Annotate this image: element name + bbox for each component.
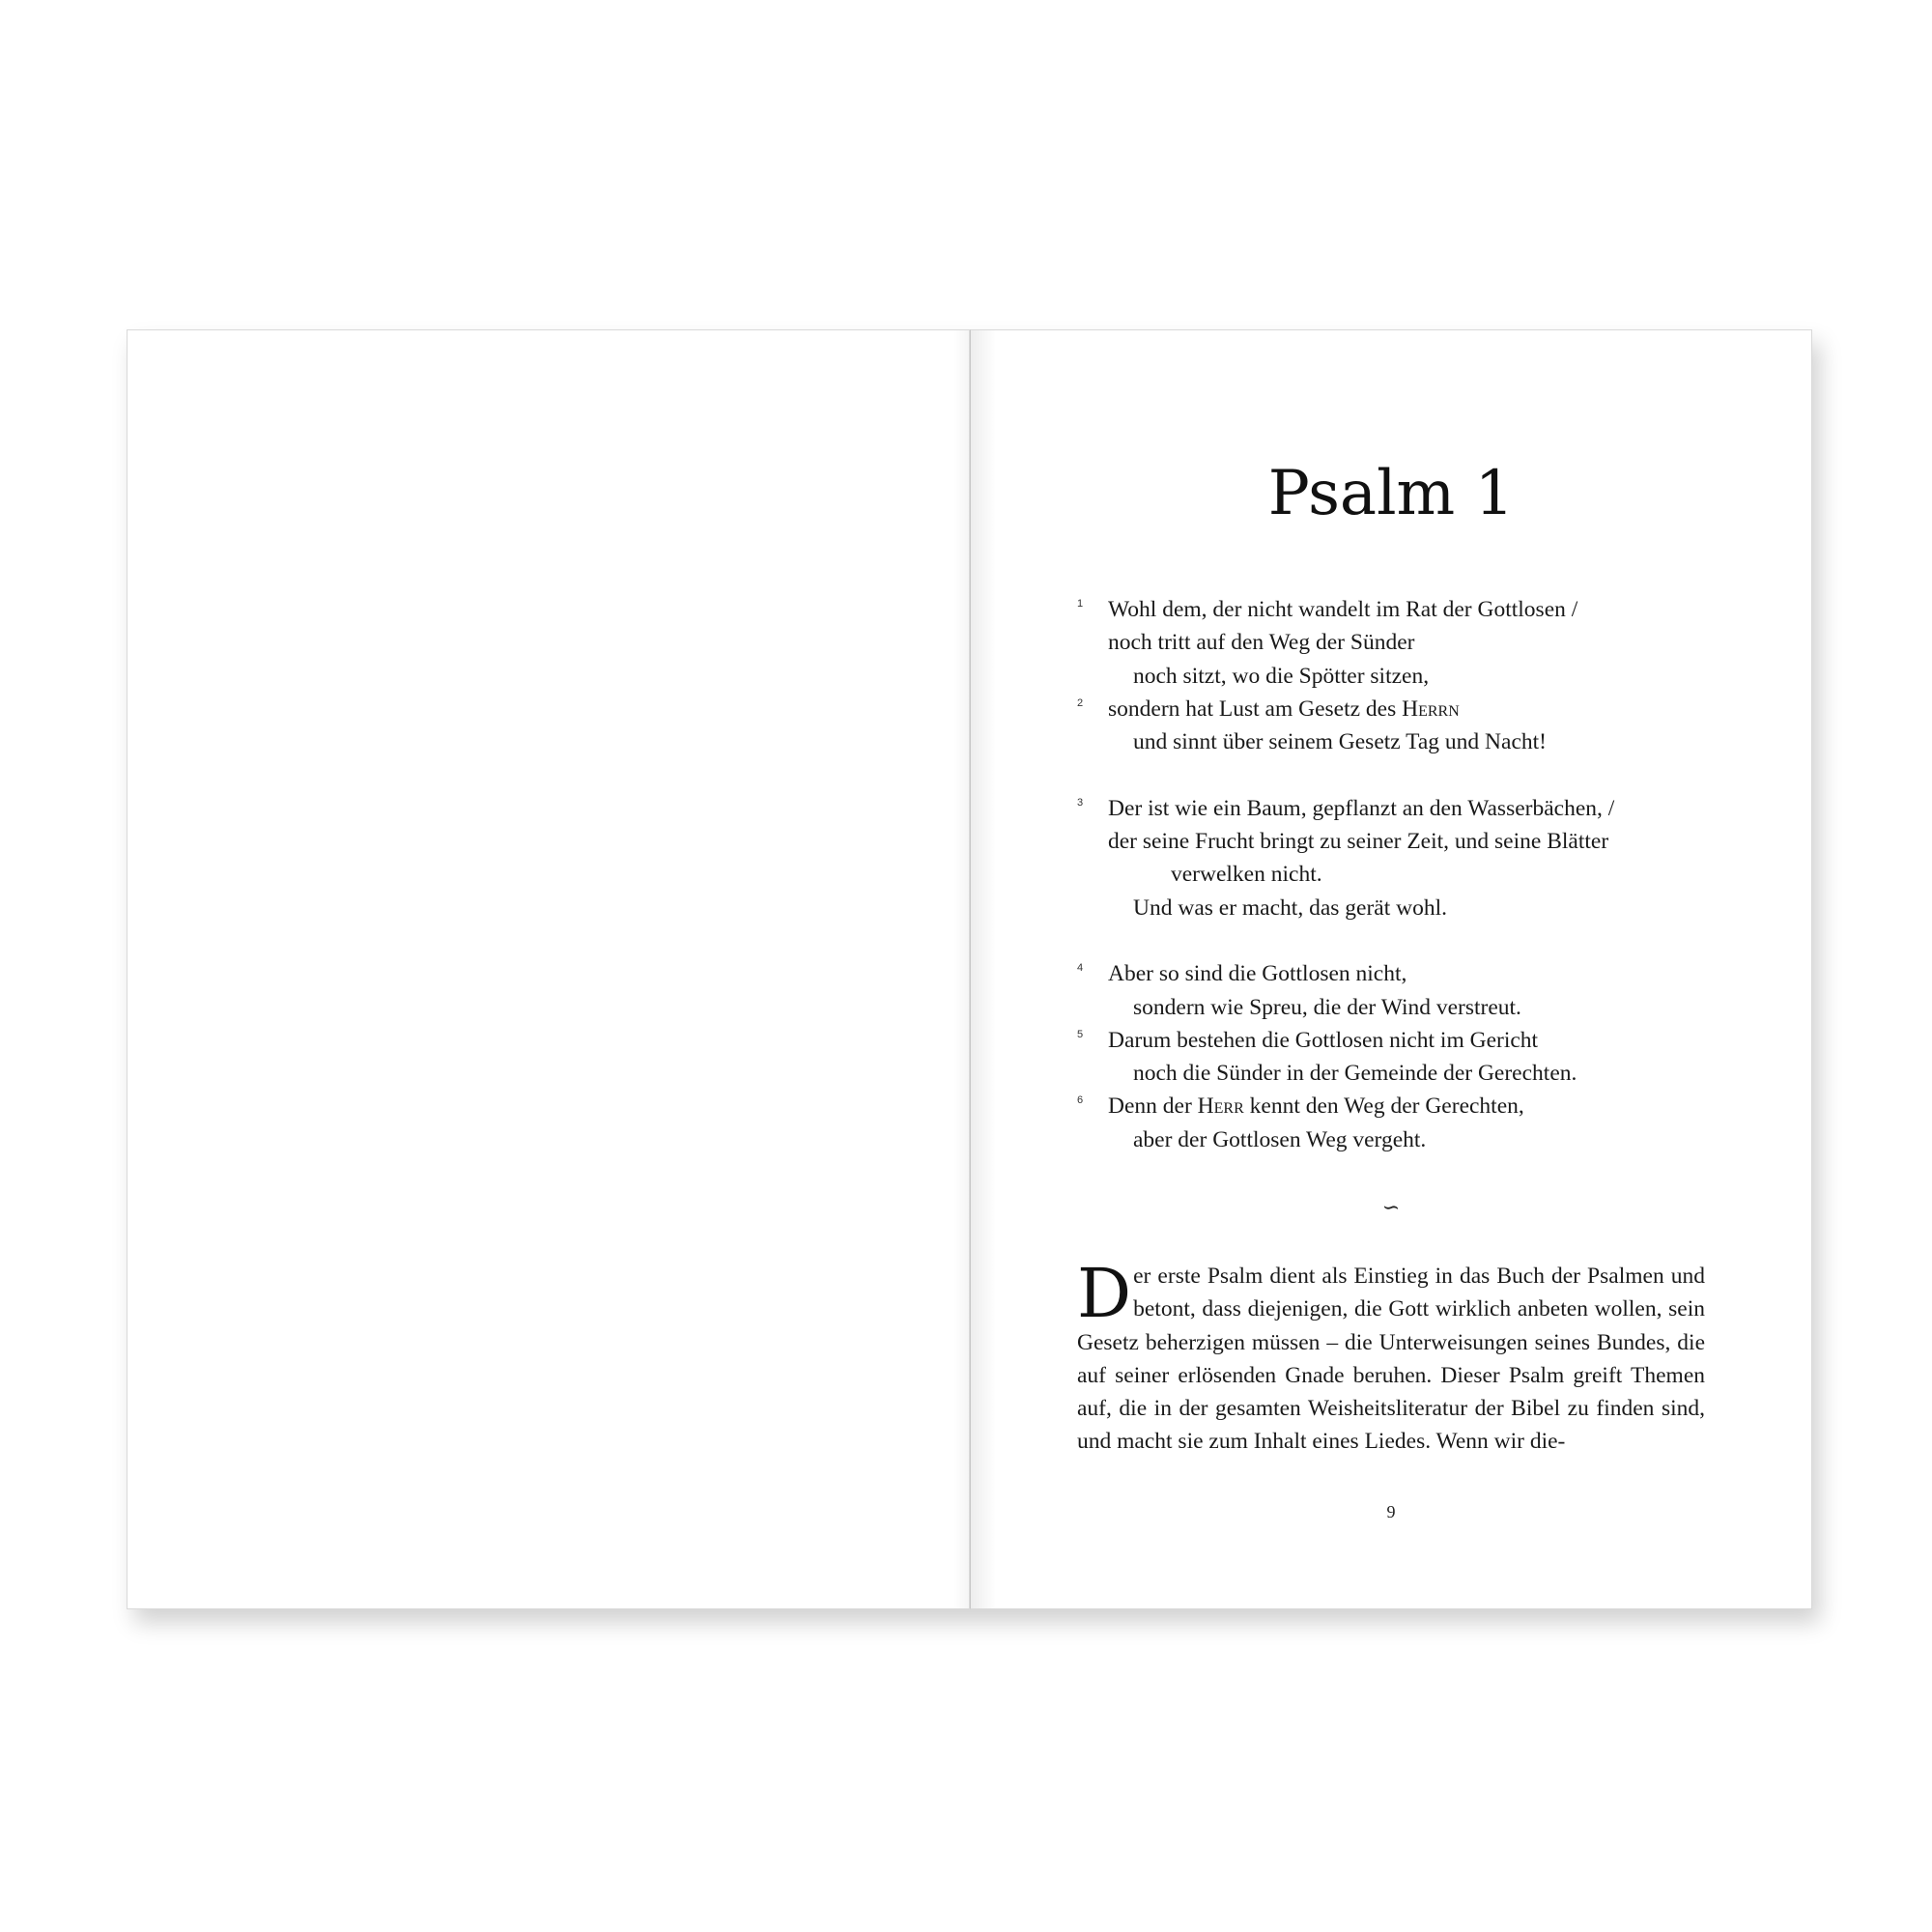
verse-line-text: der seine Frucht bringt zu seiner Zeit, und seine Blätter [1108,829,1609,855]
verse-line-text: noch sitzt, wo die Spötter sitzen, [1133,663,1430,689]
verse-number: 3 [1077,796,1084,809]
verse-number: 1 [1077,598,1084,610]
verse-line [1077,957,1734,990]
verse-line-text: kennt den Weg der Gerechten, [1243,1094,1524,1120]
verse-line-text: noch die Sünder in der Gemeinde der Gerechten. [1133,1061,1577,1087]
commentary-paragraph [1077,1254,1705,1459]
verse-line [1077,825,1734,858]
verse-line-text: Wohl dem, der nicht wandelt im Rat der Gottlosen / [1108,597,1578,622]
verse-line-text: noch tritt auf den Weg der Sünder [1108,630,1415,656]
divine-name-smallcaps: Herr [1197,1094,1244,1120]
stanza-break [1077,758,1734,791]
section-ornament: ∽ [1381,1196,1401,1220]
verse-line [1077,725,1734,758]
verse-line [1077,991,1734,1024]
open-book-spread [127,329,1812,1609]
gutter-shadow-left [953,330,969,1608]
verse-line-text: Und was er macht, das gerät wohl. [1133,895,1447,921]
verse-line-text: Darum bestehen die Gottlosen nicht im Gericht [1108,1027,1539,1053]
divine-name-smallcaps: Herrn [1402,696,1460,722]
verse-number: 5 [1077,1028,1084,1040]
verse-number: 2 [1077,696,1084,709]
verse-line [1077,892,1734,924]
right-page [970,329,1812,1609]
stanza-break [1077,924,1734,957]
verse-line [1077,1024,1734,1057]
verse-line [1077,1090,1734,1122]
verse-line [1077,858,1734,891]
verse-line-text: aber der Gottlosen Weg vergeht. [1133,1126,1427,1152]
verse-line [1077,792,1734,825]
verse-line-text: Aber so sind die Gottlosen nicht, [1108,961,1407,987]
verse-number: 6 [1077,1094,1084,1107]
verse-line [1077,660,1734,693]
psalm-text [1077,593,1734,1156]
verse-line-text: verwelken nicht. [1171,862,1322,888]
page-number: 9 [1386,1502,1396,1521]
commentary-text: er erste Psalm dient als Einstieg in das Buch der Psalmen und betont, dass diejenigen, die Gott wirklich anbeten wollen, sein Gesetz beherzigen müssen – die Unterweisungen seines Bundes, die auf seiner erlösenden Gnade beruhen. Dieser Psalm greift Themen auf, die in der gesamten Weisheitsliteratur der Bibel zu finden sind, und macht sie zum Inhalt eines Liedes. Wenn wir die- [1077,1264,1705,1455]
page-title: Psalm 1 [1267,458,1515,529]
verse-line-text: Denn der [1108,1094,1198,1120]
drop-cap: D [1077,1254,1132,1333]
verse-line-text: sondern hat Lust am Gesetz des [1108,696,1403,722]
left-page-blank [127,329,970,1609]
verse-line [1077,1123,1734,1156]
verse-line [1077,626,1734,659]
verse-number: 4 [1077,962,1084,975]
verse-line-text: Der ist wie ein Baum, gepflanzt an den Wasserbächen, / [1108,795,1615,821]
verse-line [1077,693,1734,725]
verse-line [1077,1057,1734,1090]
verse-line-text: und sinnt über seinem Gesetz Tag und Nacht! [1133,729,1547,755]
verse-line-text: sondern wie Spreu, die der Wind verstreut. [1133,994,1521,1020]
verse-line [1077,593,1734,626]
